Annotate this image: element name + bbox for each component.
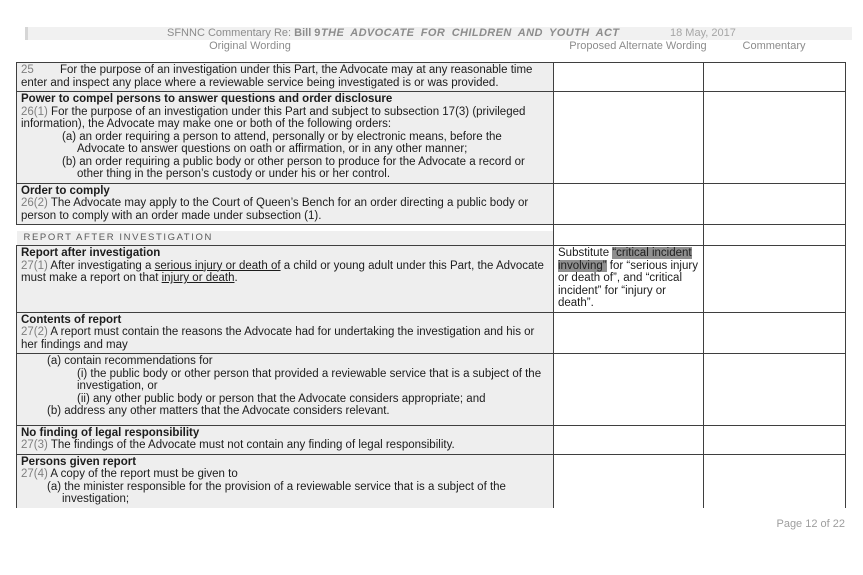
section-27-2-text: A report must contain the reasons the Advocate had for undertaking the investigation and his or her findings and may <box>21 326 535 351</box>
section-heading: Order to comply <box>21 184 110 197</box>
table-row-part-heading <box>17 225 846 246</box>
part-heading-band: REPORT AFTER INVESTIGATION <box>17 231 554 245</box>
underlined-phrase: serious injury or death of <box>154 259 281 272</box>
section-heading: Persons given report <box>21 455 137 468</box>
original-wording-cell <box>17 354 554 426</box>
list-item-b: (b) an order requiring a public body or other person to produce for the Advocate a record or other thing in the person’s custody or under his or her control. <box>62 155 525 180</box>
proposed-wording-cell <box>554 246 704 313</box>
commentary-cell-empty <box>704 92 846 184</box>
proposed-wording-cell-empty <box>554 425 704 454</box>
proposed-wording-cell-empty <box>554 183 704 225</box>
commentary-table <box>16 62 846 508</box>
header-commentary-label <box>167 27 320 40</box>
section-number: 27(1) <box>21 259 48 272</box>
section-25-paragraph <box>21 64 549 89</box>
proposed-wording-cell-empty <box>554 354 704 426</box>
column-headers <box>0 40 863 53</box>
list-item-a: (a) the minister responsible for the provision of a reviewable service that is a subject of the investigation; <box>47 480 506 505</box>
section-27-2-paragraph <box>21 326 549 351</box>
section-number: 27(2) <box>21 326 48 338</box>
original-wording-cell <box>17 246 554 313</box>
original-wording-cell <box>17 63 554 92</box>
commentary-cell-empty <box>704 246 846 313</box>
commentary-cell-empty <box>704 183 846 225</box>
section-26-2-paragraph <box>21 197 549 222</box>
commentary-cell-empty <box>704 354 846 426</box>
text-segment: for “serious injury or death of”, and “critical incident” for “injury or death”. <box>558 259 698 309</box>
section-27-1-paragraph <box>21 260 549 285</box>
section-number: 27(4) <box>21 468 48 480</box>
text-segment: Substitute <box>558 247 613 259</box>
original-wording-cell <box>17 312 554 354</box>
table-row-section-27-4 <box>17 454 846 508</box>
table-row-section-26-1 <box>17 92 846 184</box>
proposed-wording-cell-empty <box>554 454 704 508</box>
header-prefix-text: SFNNC Commentary Re: <box>167 27 295 39</box>
table-row-section-27-2-list <box>17 354 846 426</box>
proposed-wording-cell-empty <box>554 225 704 246</box>
part-heading-cell <box>17 225 554 246</box>
column-header-proposed-alternate-wording: Proposed Alternate Wording <box>569 40 707 52</box>
commentary-cell-empty <box>704 454 846 508</box>
page-number: Page 12 of 22 <box>776 518 845 530</box>
list-item-i: (i) the public body or other person that provided a reviewable service that is a subject of the investigation, or <box>77 367 542 392</box>
table-row-section-27-3 <box>17 425 846 454</box>
section-heading: No finding of legal responsibility <box>21 426 200 439</box>
section-27-4-paragraph <box>21 468 549 481</box>
commentary-cell-empty <box>704 425 846 454</box>
section-26-2-text: The Advocate may apply to the Court of Queen’s Bench for an order directing a public body or person to comply with an order made under subsection (1). <box>21 197 529 222</box>
list-item-b: (b) address any other matters that the Advocate considers relevant. <box>47 405 390 417</box>
table-row-section-26-2 <box>17 183 846 225</box>
original-wording-cell <box>17 425 554 454</box>
section-number: 26(2) <box>21 197 48 209</box>
original-wording-cell <box>17 183 554 225</box>
table-row-section-27-2 <box>17 312 846 354</box>
text-segment: a child or young adult under this Part, the Advocate must make a report on that <box>21 259 544 284</box>
underlined-phrase: injury or death <box>161 272 235 284</box>
section-number: 25 <box>21 64 34 76</box>
section-26-1-paragraph <box>21 106 549 131</box>
list-item-a: (a) contain recommendations for <box>47 355 213 367</box>
list-item-ii: (ii) any other public body or person that the Advocate considers appropriate; and <box>77 392 486 405</box>
text-segment: After investigating a <box>47 259 155 272</box>
section-26-1-intro: For the purpose of an investigation under this Part and subject to subsection 17(3) (privileged information), the Advocate may make one or both of the following orders: <box>21 105 526 130</box>
section-heading: Contents of report <box>21 313 122 326</box>
section-heading: Report after investigation <box>21 247 161 259</box>
text-segment: . <box>234 272 238 284</box>
commentary-cell-empty <box>704 312 846 354</box>
original-wording-cell <box>17 92 554 184</box>
proposed-wording-cell-empty <box>554 92 704 184</box>
document-header <box>0 27 852 40</box>
list-item-a: (a) an order requiring a person to attend, personally or by electronic means, before the Advocate to answer questions on oath or affirmation, or in any other manner; <box>62 130 502 155</box>
commentary-cell-empty <box>704 225 846 246</box>
highlighted-selection: “critical incident involving” <box>558 247 692 272</box>
section-27-3-paragraph <box>21 439 549 452</box>
header-act-title: THE ADVOCATE FOR CHILDREN AND YOUTH ACT <box>321 27 620 39</box>
header-bill-number: Bill 9 <box>294 27 321 39</box>
section-27-4-text: A copy of the report must be given to <box>47 468 238 480</box>
proposed-alternate-paragraph <box>558 247 699 310</box>
column-header-original-wording: Original Wording <box>209 40 291 52</box>
column-header-commentary: Commentary <box>742 40 806 52</box>
table-row-section-27-1 <box>17 246 846 313</box>
section-27-3-text: The findings of the Advocate must not contain any finding of legal responsibility. <box>47 439 455 451</box>
original-wording-cell <box>17 454 554 508</box>
section-number: 27(3) <box>21 439 48 451</box>
section-number: 26(1) <box>21 105 48 118</box>
table-row-section-25 <box>17 63 846 92</box>
section-25-text: For the purpose of an investigation under this Part, the Advocate may at any reasonable time enter and inspect any place where a reviewable service being investigated is or was provided. <box>21 64 533 89</box>
commentary-cell-empty <box>704 63 846 92</box>
section-heading: Power to compel persons to answer questions and order disclosure <box>21 93 393 105</box>
header-date: 18 May, 2017 <box>670 27 736 39</box>
proposed-wording-cell-empty <box>554 312 704 354</box>
proposed-wording-cell-empty <box>554 63 704 92</box>
